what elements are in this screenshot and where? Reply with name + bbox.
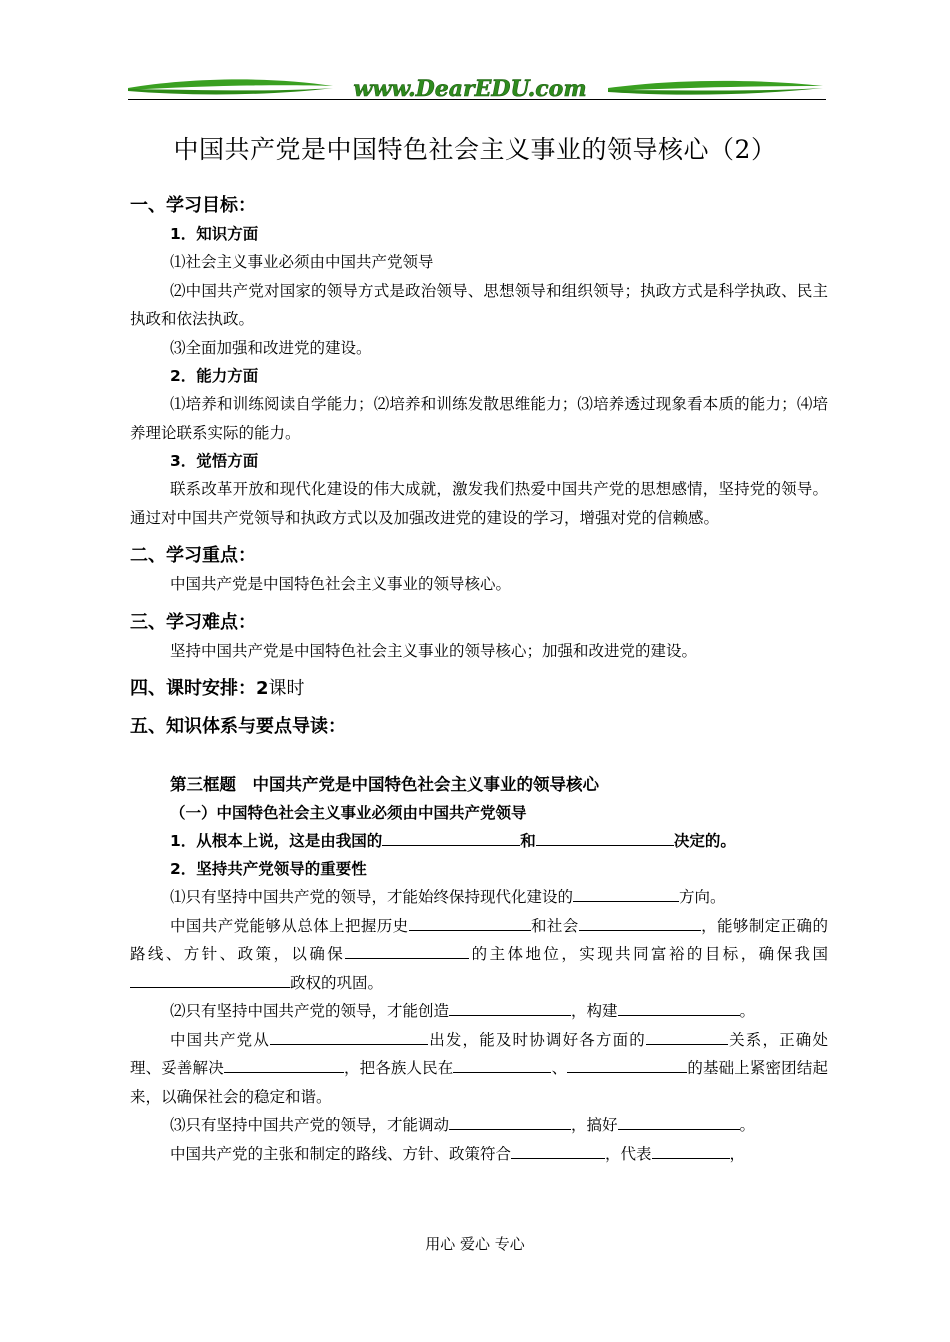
paragraph-4 [130,1026,828,1112]
paragraph-5-text-b: ，搞好 [571,1116,618,1134]
logo-text: www.DearEDU.com [353,76,587,102]
paragraph-1-end: 方向。 [679,888,726,906]
question-1-and: 和 [520,832,536,850]
section-difficulties-heading: 三、学习难点： [130,611,256,633]
section-keypoints-heading: 二、学习重点： [130,545,256,566]
document-title: 中国共产党是中国特色社会主义事业的领导核心（2） [173,135,777,164]
keypoints-text: 中国共产党是中国特色社会主义事业的领导核心。 [170,575,512,593]
knowledge-item-3: ⑶全面加强和改进党的建设。 [170,338,372,357]
fill-blank[interactable] [449,997,571,1016]
schedule-hours: 2 [256,678,269,699]
ability-item: ⑴培养和训练阅读自学能力；⑵培养和训练发散思维能力；⑶培养透过现象看本质的能力；⑷培养理论联系实际的能力。 [130,395,828,442]
paragraph-6-text-b: ，代表 [605,1144,652,1163]
fill-blank[interactable] [646,1026,728,1045]
fill-blank[interactable] [511,1140,605,1159]
fill-blank[interactable] [345,940,469,959]
header-rule [128,99,826,100]
fill-blank[interactable] [382,827,520,846]
fill-blank[interactable] [270,1026,428,1045]
paragraph-2-text-e: 政权的巩固。 [290,973,384,992]
paragraph-3-text-c: 。 [739,1002,756,1020]
section-knowledge-system-heading: 五、知识体系与要点导读： [130,716,346,737]
frame-heading: 第三框题 中国共产党是中国特色社会主义事业的领导核心 [170,775,599,794]
question-2: 2．坚持共产党领导的重要性 [170,860,367,878]
paragraph-1-text: ⑴只有坚持中国共产党的领导，才能始终保持现代化建设的 [170,888,574,906]
question-1-end: 决定的。 [673,832,736,850]
page-footer: 用心 爱心 专心 [425,1235,525,1253]
fill-blank[interactable] [453,1054,551,1073]
knowledge-item-2: ⑵中国共产党对国家的领导方式是政治领导、思想领导和组织领导；执政方式是科学执政、民主执政和依法执政。 [130,281,828,328]
paragraph-4-text-e: 、 [551,1059,568,1077]
awareness-item: 联系改革开放和现代化建设的伟大成就，激发我们热爱中国共产党的思想感情，坚持党的领导。通过对中国共产党领导和执政方式以及加强改进党的建设的学习，增强对党的信赖感。 [130,480,828,527]
awareness-heading: 3．觉悟方面 [170,452,259,470]
paragraph-1 [130,883,828,912]
paragraph-4-text-f: 的基础上紧密团结起来，以确保社会的稳定和谐。 [130,1059,828,1106]
paragraph-5 [130,1111,828,1140]
knowledge-item-1: ⑴社会主义事业必须由中国共产党领导 [170,253,434,271]
paragraph-4-text-a: 中国共产党从 [170,1030,271,1049]
paragraph-3-text-b: ，构建 [571,1002,618,1020]
paragraph-2-text-d: 的主体地位，实现共同富裕的目标，确保我国 [469,945,828,963]
paragraph-2-text-b: 和社会 [530,916,579,935]
knowledge-heading: 1．知识方面 [170,225,259,243]
question-1 [130,827,828,855]
fill-blank[interactable] [618,1111,740,1130]
fill-blank[interactable] [618,997,740,1016]
fill-blank[interactable] [449,1111,571,1130]
schedule-unit: 课时 [268,678,305,699]
fill-blank[interactable] [130,969,290,988]
paragraph-6-text-a: 中国共产党的主张和制定的路线、方针、政策符合 [170,1144,512,1163]
paragraph-2-text-c: ，能够制定正确的路线、方针、政策，以确保 [130,916,828,963]
paragraph-6-text-c: ， [729,1144,746,1163]
ability-heading: 2．能力方面 [170,367,259,385]
paragraph-3-text-a: ⑵只有坚持中国共产党的领导，才能创造 [170,1002,450,1020]
fill-blank[interactable] [567,1054,687,1073]
paragraph-4-text-c: 关系，正确处理、妥善解决 [130,1030,828,1077]
paragraph-6 [130,1140,828,1169]
paragraph-5-text-c: 。 [739,1116,756,1134]
fill-blank[interactable] [536,827,674,846]
schedule-label: 四、课时安排： [130,678,256,699]
document-body [130,192,828,1168]
question-1-text: 1．从根本上说，这是由我国的 [170,832,383,850]
difficulties-text: 坚持中国共产党是中国特色社会主义事业的领导核心；加强和改进党的建设。 [170,641,698,660]
frame-subheading-1: （一）中国特色社会主义事业必须由中国共产党领导 [170,804,527,822]
fill-blank[interactable] [224,1054,344,1073]
fill-blank[interactable] [652,1140,730,1159]
section-objectives-heading: 一、学习目标： [130,195,256,216]
fill-blank[interactable] [573,883,679,902]
fill-blank[interactable] [409,912,531,931]
paragraph-2 [130,912,828,998]
paragraph-5-text-a: ⑶只有坚持中国共产党的领导，才能调动 [170,1116,450,1134]
paragraph-2-text-a: 中国共产党能够从总体上把握历史 [170,916,409,935]
paragraph-4-text-d: ，把各族人民在 [343,1059,454,1077]
paragraph-3 [130,997,828,1026]
section-schedule-heading [130,675,828,703]
fill-blank[interactable] [579,912,701,931]
paragraph-4-text-b: 出发，能及时协调好各方面的 [428,1030,646,1049]
